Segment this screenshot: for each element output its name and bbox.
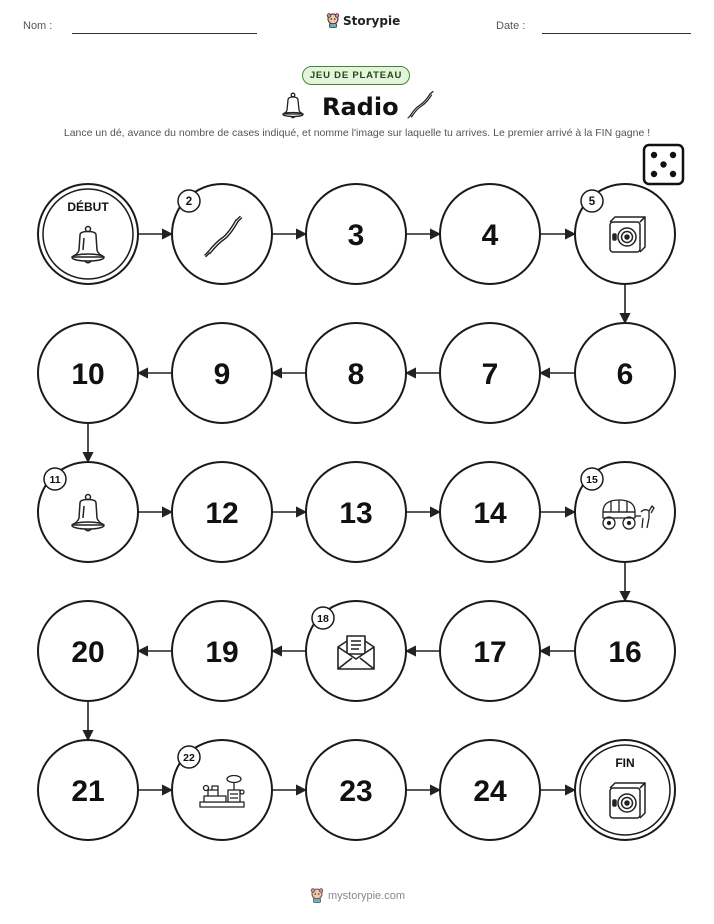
space-number: 10 xyxy=(71,358,105,391)
name-label: Nom : xyxy=(23,20,53,32)
board-space-23[interactable] xyxy=(306,740,406,840)
space-number: 9 xyxy=(213,358,231,391)
space-number: 20 xyxy=(71,636,105,669)
board-space-19[interactable] xyxy=(172,601,272,701)
space-number: 13 xyxy=(339,497,373,530)
date-label: Date : xyxy=(496,20,526,32)
board-space-7[interactable] xyxy=(440,323,540,423)
footer xyxy=(310,888,405,903)
space-number: 5 xyxy=(588,196,596,208)
board-space-6[interactable] xyxy=(575,323,675,423)
space-number: 3 xyxy=(347,219,365,252)
space-number: 22 xyxy=(183,752,195,764)
space-number: 18 xyxy=(317,613,329,625)
board-space-2[interactable] xyxy=(172,184,272,284)
board-space-8[interactable] xyxy=(306,323,406,423)
board-space-22[interactable] xyxy=(172,740,272,840)
space-number: 12 xyxy=(205,497,239,530)
space-number: 14 xyxy=(473,497,507,530)
space-number: 21 xyxy=(71,775,105,808)
board-space-24[interactable] xyxy=(440,740,540,840)
speaker-icon xyxy=(610,217,645,252)
board-space-4[interactable] xyxy=(440,184,540,284)
space-number: 16 xyxy=(608,636,642,669)
space-number: 6 xyxy=(616,358,634,391)
space-number: 4 xyxy=(481,219,499,252)
finish-space[interactable] xyxy=(575,740,675,840)
board-space-18[interactable] xyxy=(306,601,406,701)
space-number: 7 xyxy=(481,358,499,391)
board-space-15[interactable] xyxy=(575,462,675,562)
space-number: 17 xyxy=(473,636,507,669)
board-space-17[interactable] xyxy=(440,601,540,701)
board-space-16[interactable] xyxy=(575,601,675,701)
speaker-icon xyxy=(610,783,645,818)
footer-url: mystorypie.com xyxy=(328,889,406,902)
space-number: 11 xyxy=(49,474,61,486)
board-space-21[interactable] xyxy=(38,740,138,840)
finish-label: FIN xyxy=(615,756,635,770)
board-space-13[interactable] xyxy=(306,462,406,562)
board-space-14[interactable] xyxy=(440,462,540,562)
game-type-badge: JEU DE PLATEAU xyxy=(302,66,410,85)
instructions: Lance un dé, avance du nombre de cases indiqué, et nomme l'image sur laquelle tu arrives. Le premier arrivé à la FIN gagne ! xyxy=(63,127,651,139)
brand-name: Storypie xyxy=(343,13,401,28)
space-number: 8 xyxy=(347,358,365,391)
board-space-20[interactable] xyxy=(38,601,138,701)
space-number: 24 xyxy=(473,775,507,808)
space-number: 23 xyxy=(339,775,373,808)
board-space-11[interactable] xyxy=(38,462,138,562)
board-space-5[interactable] xyxy=(575,184,675,284)
board-space-9[interactable] xyxy=(172,323,272,423)
start-label: DÉBUT xyxy=(67,200,109,214)
page-title: Radio xyxy=(322,93,399,121)
space-number: 15 xyxy=(586,474,598,486)
board-space-3[interactable] xyxy=(306,184,406,284)
space-number: 19 xyxy=(205,636,239,669)
board-space-12[interactable] xyxy=(172,462,272,562)
mascot-icon xyxy=(310,888,324,903)
board-space-10[interactable] xyxy=(38,323,138,423)
start-space[interactable] xyxy=(38,184,138,284)
space-number: 2 xyxy=(185,196,193,208)
